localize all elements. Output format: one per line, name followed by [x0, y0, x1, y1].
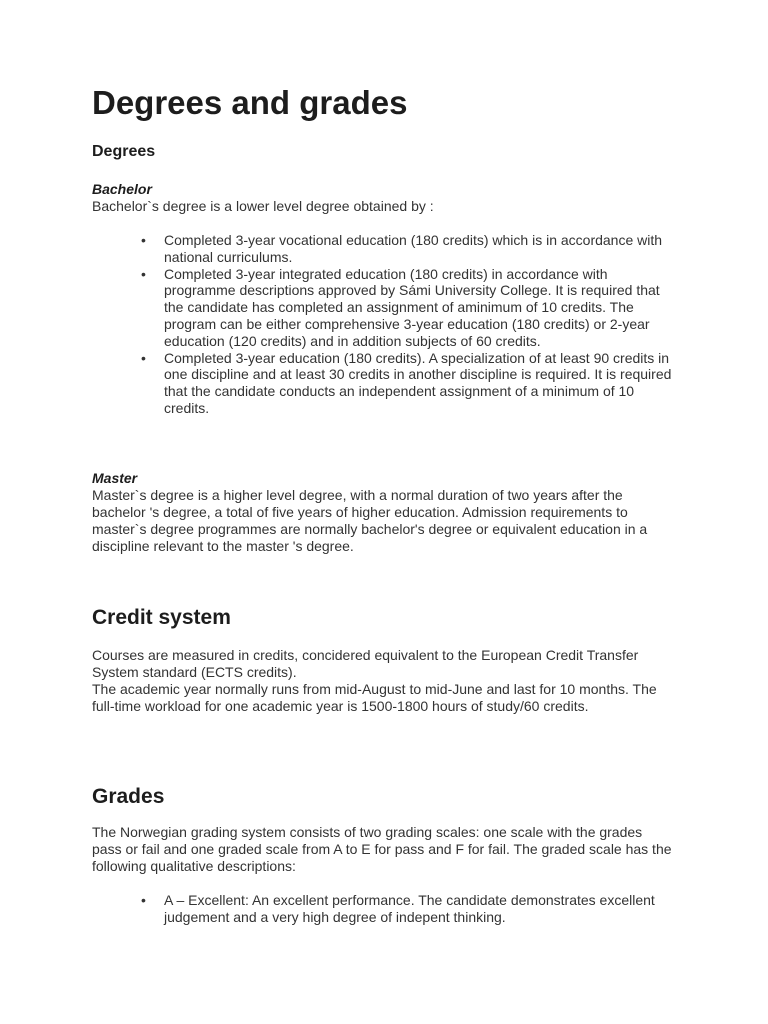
master-subheading: Master — [92, 470, 138, 486]
grades-heading: Grades — [92, 785, 165, 808]
list-item-text: A – Excellent: An excellent performance. The candidate demonstrates excellent judgement and a very high degree of indepent thinking. — [164, 892, 655, 925]
bullet-icon: • — [141, 892, 146, 908]
credit-system-paragraph-2: The academic year normally runs from mid-August to mid-June and last for 10 months. The full-time workload for one academic year is 1500-1800 hours of study/60 credits. — [92, 681, 657, 714]
list-item — [139, 232, 679, 266]
credit-system-heading: Credit system — [92, 606, 231, 629]
list-item — [139, 266, 679, 350]
grade-descriptions-list — [139, 892, 679, 926]
bullet-icon: • — [141, 349, 146, 366]
bachelor-intro: Bachelor`s degree is a lower level degree obtained by : — [92, 198, 434, 214]
list-item — [139, 892, 679, 926]
master-description: Master`s degree is a higher level degree, with a normal duration of two years after the bachelor 's degree, a total of five years of higher education. Admission requirements to master`s degree programmes are normally bachelor's degree or equivalent education in a discipline relevant to the master 's degree. — [92, 487, 648, 554]
list-item-text: Completed 3-year integrated education (180 credits) in accordance with programme descriptions approved by Sámi University College. It is required that the candidate has completed an assignment of aminimum of 10 credits. The program can be either comprehensive 3-year education (180 credits) or 2-year education (120 credits) and in addition subjects of 60 credits. — [164, 265, 660, 349]
list-item — [139, 350, 679, 417]
list-item-text: Completed 3-year education (180 credits). A specialization of at least 90 credits in one discipline and at least 30 credits in another discipline is required. It is required that the candidate conducts an independent assignment of a minimum of 10 credits. — [164, 349, 672, 416]
bullet-icon: • — [141, 265, 146, 282]
credit-system-paragraph-1: Courses are measured in credits, concidered equivalent to the European Credit Transfer System standard (ECTS credits). — [92, 647, 639, 680]
bachelor-requirements-list — [139, 232, 679, 417]
list-item-text: Completed 3-year vocational education (180 credits) which is in accordance with national curriculums. — [164, 232, 663, 265]
grades-intro: The Norwegian grading system consists of two grading scales: one scale with the grades pass or fail and one graded scale from A to E for pass and F for fail. The graded scale has the following qualitative descriptions: — [92, 824, 672, 874]
degrees-heading: Degrees — [92, 143, 156, 160]
bachelor-subheading: Bachelor — [92, 181, 152, 197]
bullet-icon: • — [141, 232, 146, 248]
page-title: Degrees and grades — [92, 84, 408, 121]
